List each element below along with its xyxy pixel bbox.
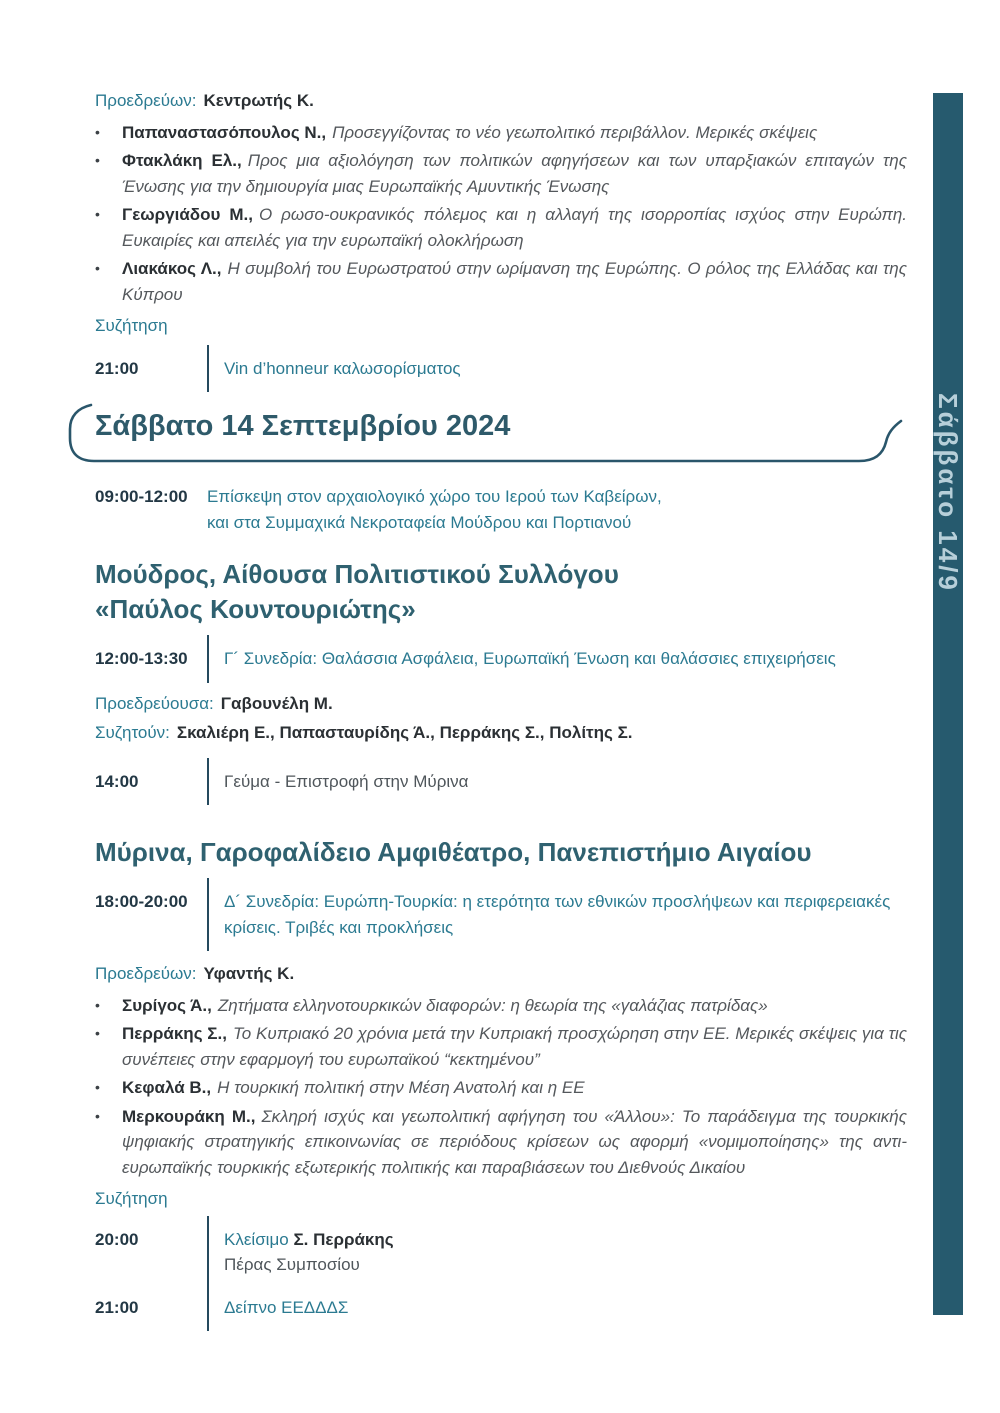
talk-body xyxy=(122,148,907,199)
program-content xyxy=(95,88,907,1331)
dinner-text: Δείπνο ΕΕΔΔΔΣ xyxy=(224,1297,349,1317)
talk-title: Προσεγγίζοντας το νέο γεωπολιτικό περιβάλλον. Μερικές σκέψεις xyxy=(332,122,818,142)
chair-label: Προεδρεύων: xyxy=(95,964,197,983)
chair-name: Γαβουνέλη Μ. xyxy=(220,693,333,713)
talk-list xyxy=(95,993,907,1181)
talk-item xyxy=(95,1021,907,1072)
closing-label: Κλείσιμο xyxy=(224,1229,289,1249)
venue-heading-myrina xyxy=(95,835,907,870)
talk-item xyxy=(95,120,907,146)
talk-author: Παπαναστασόπουλος Ν., xyxy=(122,122,327,142)
schedule-row-vin xyxy=(95,345,907,393)
talk-author: Κεφαλά Β., xyxy=(122,1078,212,1097)
talk-body xyxy=(122,1021,907,1072)
visit-line-2: και στα Συμμαχικά Νεκροταφεία Μούδρου και Πορτιανού xyxy=(207,512,632,532)
closing-line-2: Πέρας Συμποσίου xyxy=(224,1255,360,1274)
schedule-rule-box xyxy=(207,1216,394,1332)
talk-body xyxy=(122,1104,907,1181)
schedule-row-session-d xyxy=(95,878,907,951)
talk-list xyxy=(95,120,907,308)
schedule-time: 21:00 xyxy=(95,358,139,378)
bullet-icon: • xyxy=(95,260,100,276)
bullet-icon: • xyxy=(95,206,100,222)
venue-line-1: Μύρινα, Γαροφαλίδειο Αμφιθέατρο, Πανεπιστήμιο Αιγαίου xyxy=(95,837,812,867)
schedule-time: 12:00-13:30 xyxy=(95,649,188,668)
day-header xyxy=(95,402,907,468)
schedule-rule-box xyxy=(207,758,468,806)
visit-line-1: Επίσκεψη στον αρχαιολογικό χώρο του Ιερού των Καβείρων, xyxy=(207,487,662,506)
schedule-text-box xyxy=(207,484,662,535)
talk-author: Μερκουράκη Μ., xyxy=(122,1106,256,1126)
day-tab-label: Σάββατο 14/9 xyxy=(933,393,963,593)
talk-title: Προς μια αξιολόγηση των πολιτικών αφηγήσεων και των υπαρξιακών επιταγών της Ένωσης για την δημιουργία μιας Ευρωπαϊκής Αμυντικής Ένωσης xyxy=(122,151,907,196)
bullet-icon: • xyxy=(95,152,100,168)
schedule-time: 20:00 xyxy=(95,1229,139,1249)
talk-author: Περράκης Σ., xyxy=(122,1024,227,1043)
venue-line-1: Μούδρος, Αίθουσα Πολιτιστικού Συλλόγου xyxy=(95,559,619,589)
schedule-rule-box xyxy=(207,635,836,683)
schedule-time: 21:00 xyxy=(95,1297,139,1317)
chair-label: Προεδρεύουσα: xyxy=(95,693,214,713)
closing-name: Σ. Περράκης xyxy=(293,1229,394,1249)
talk-item xyxy=(95,1104,907,1181)
talk-author: Συρίγος Ά., xyxy=(122,995,212,1015)
talk-item xyxy=(95,1075,907,1101)
bullet-icon: • xyxy=(95,123,100,140)
bullet-icon: • xyxy=(95,1079,100,1095)
day-title: Σάββατο 14 Σεπτεμβρίου 2024 xyxy=(95,410,511,442)
venue-heading-moudros xyxy=(95,557,907,627)
talk-item xyxy=(95,993,907,1019)
chair-name: Υφαντής Κ. xyxy=(203,964,295,983)
schedule-text: Γεύμα - Επιστροφή στην Μύρινα xyxy=(224,771,469,791)
talk-title: Η τουρκική πολιτική στην Μέση Ανατολή και η ΕΕ xyxy=(217,1078,585,1097)
chair-label: Προεδρεύων: xyxy=(95,91,197,110)
schedule-time: 18:00-20:00 xyxy=(95,892,188,911)
session-title: Γ´ Συνεδρία: Θαλάσσια Ασφάλεια, Ευρωπαϊκή Ένωση και θαλάσσιες επιχειρήσεις xyxy=(224,649,836,668)
talk-title: Ζητήματα ελληνοτουρκικών διαφορών: η θεωρία της «γαλάζιας πατρίδας» xyxy=(217,995,768,1015)
chair-name: Κεντρωτής Κ. xyxy=(203,91,314,110)
talk-title: Ο ρωσο-ουκρανικός πόλεμος και η αλλαγή της ισορροπίας ισχύος στην Ευρώπη. Ευκαιρίες και απειλές για την ευρωπαϊκή ολοκλήρωση xyxy=(122,205,907,250)
panel-line xyxy=(95,720,907,746)
session-title: Δ´ Συνεδρία: Ευρώπη-Τουρκία: η ετερότητα των εθνικών προσλήψεων και περιφερειακές κρίσεις. Τριβές και προκλήσεις xyxy=(224,892,891,937)
schedule-time: 14:00 xyxy=(95,771,139,791)
talk-item xyxy=(95,148,907,199)
talk-author: Φτακλάκη Ελ., xyxy=(122,151,242,170)
schedule-time: 09:00-12:00 xyxy=(95,487,188,506)
schedule-block-closing xyxy=(95,1216,907,1332)
schedule-row-visit xyxy=(95,484,907,535)
talk-item xyxy=(95,202,907,253)
schedule-times xyxy=(95,1216,207,1332)
talk-title: Σκληρή ισχύς και γεωπολιτική αφήγηση του «Άλλου»: Το παράδειγμα της τουρκικής ψηφιακής στρατηγικής επικοινωνίας σε περιόδους κρίσεων ως αφορμή «νομιμοποίησης» της αντι-ευρωπαϊκής τουρκικής εξωτερικής πολιτικής και παραβιάσεων του Διεθνούς Δικαίου xyxy=(122,1106,907,1177)
panel-names: Σκαλιέρη Ε., Παπασταυρίδης Ά., Περράκης Σ., Πολίτης Σ. xyxy=(176,723,633,742)
panel-label: Συζητούν: xyxy=(95,723,170,742)
talk-body xyxy=(122,120,907,146)
bullet-icon: • xyxy=(95,996,100,1013)
closing-line xyxy=(224,1227,394,1253)
chair-line xyxy=(95,961,907,987)
talk-author: Λιακάκος Λ., xyxy=(122,259,222,278)
spacer xyxy=(224,1278,394,1295)
venue-line-2: «Παύλος Κουντουριώτης» xyxy=(95,594,416,624)
discussion-label: Συζήτηση xyxy=(95,316,168,335)
bullet-icon: • xyxy=(95,1025,100,1041)
chair-line xyxy=(95,88,907,114)
talk-item xyxy=(95,256,907,307)
discussion-label: Συζήτηση xyxy=(95,1189,168,1208)
talk-body xyxy=(122,202,907,253)
talk-author: Γεωργιάδου Μ., xyxy=(122,205,253,224)
talk-body xyxy=(122,256,907,307)
schedule-text: Vin d’honneur καλωσορίσματος xyxy=(224,358,461,378)
day-tab xyxy=(933,93,963,1315)
talk-title: Το Κυπριακό 20 χρόνια μετά την Κυπριακή προσχώρηση στην ΕΕ. Μερικές σκέψεις για τις συνέπειες στην εφαρμογή του ευρωπαϊκού “κεκτημένου” xyxy=(122,1024,907,1069)
bullet-icon: • xyxy=(95,1107,100,1124)
schedule-row-lunch xyxy=(95,758,907,806)
schedule-rule-box xyxy=(207,878,906,951)
chair-line xyxy=(95,691,907,717)
schedule-rule-box xyxy=(207,345,461,393)
talk-body xyxy=(122,1075,907,1101)
schedule-row-session-c xyxy=(95,635,907,683)
talk-title: Η συμβολή του Ευρωστρατού στην ωρίμανση της Ευρώπης. Ο ρόλος της Ελλάδας και της Κύπρου xyxy=(122,259,907,304)
talk-body xyxy=(122,993,907,1019)
